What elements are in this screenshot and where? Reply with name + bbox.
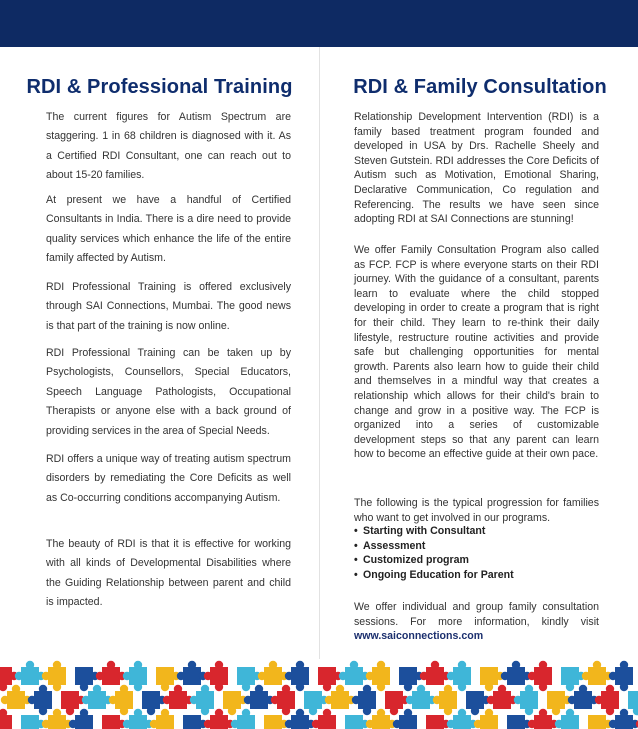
puzzle-piece-icon	[15, 661, 45, 685]
family-consultation-panel	[322, 47, 638, 659]
puzzle-piece-icon	[96, 661, 126, 685]
professional-training-panel	[0, 47, 320, 659]
progression-steps	[354, 524, 514, 582]
puzzle-piece-icon	[28, 685, 52, 715]
step-item: • Customized program	[354, 553, 514, 568]
puzzle-piece-icon	[420, 661, 450, 685]
training-paragraph-2: At present we have a handful of Certified Consultants in India. There is a dire need to provide quality services which enhance the life of the entire family affected by Autism.	[46, 194, 291, 265]
training-paragraph-4: RDI Professional Training can be taken up by Psychologists, Counsellors, Special Educators, Speech Language Pathologists, Occupational Therapists or anyone else with a back ground of providing services in the area of Special Needs.	[46, 347, 291, 437]
closing-text: We offer individual and group family consultation sessions. For more information, kindly visit	[354, 601, 599, 628]
puzzle-piece-icon	[501, 661, 531, 685]
consultation-paragraph-3: The following is the typical progression for families who want to get involved in our programs.	[354, 497, 599, 524]
puzzle-piece-icon	[595, 685, 619, 715]
puzzle-piece-icon	[426, 715, 450, 729]
puzzle-piece-icon	[0, 709, 12, 729]
step-item: • Assessment	[354, 539, 514, 554]
step-item: • Ongoing Education for Parent	[354, 568, 514, 583]
puzzle-piece-icon	[628, 691, 638, 715]
training-paragraph-1: The current figures for Autism Spectrum are staggering. 1 in 68 children is diagnosed with it. As a Certified RDI Consultant, one can reach out to about 15-20 families.	[46, 111, 291, 182]
top-banner	[0, 0, 638, 47]
puzzle-piece-icon	[264, 715, 288, 729]
puzzle-piece-icon	[433, 685, 457, 715]
puzzle-piece-icon	[190, 685, 214, 715]
puzzle-piece-icon	[102, 715, 126, 729]
puzzle-piece-icon	[271, 685, 295, 715]
puzzle-piece-icon	[352, 685, 376, 715]
puzzle-piece-icon	[177, 661, 207, 685]
consultation-paragraph-1: Relationship Development Intervention (RDI) is a family based treatment program founded and developed in USA by Drs. Rachelle Sheely and Steven Gutstein. RDI addresses the Core Deficits of Autism such as Motivation, Emotional Sharing, Declarative Communication, Co regulation and Referencing. The results we have seen since adopting RDI at SAI Connections are stunning!	[354, 111, 599, 226]
training-paragraph-6: The beauty of RDI is that it is effective for working with all kinds of Developmental Disabilities where the Guiding Relationship between parent and child is impacted.	[46, 538, 291, 609]
puzzle-piece-icon	[109, 685, 133, 715]
consultation-closing	[354, 600, 599, 644]
family-consultation-heading: RDI & Family Consultation	[353, 76, 607, 98]
puzzle-piece-icon	[507, 715, 531, 729]
website-link[interactable]: www.saiconnections.com	[354, 630, 484, 643]
puzzle-piece-icon	[183, 715, 207, 729]
puzzle-piece-icon	[258, 661, 288, 685]
professional-training-heading: RDI & Professional Training	[26, 76, 293, 98]
puzzle-border	[0, 659, 638, 729]
puzzle-piece-icon	[345, 715, 369, 729]
puzzle-piece-icon	[21, 715, 45, 729]
puzzle-piece-icon	[339, 661, 369, 685]
training-paragraph-5: RDI offers a unique way of treating autism spectrum disorders by remediating the Core Deficits as well as Co-occurring conditions accompanying Autism.	[46, 453, 291, 504]
puzzle-piece-icon	[582, 661, 612, 685]
puzzle-piece-icon	[514, 685, 538, 715]
consultation-paragraph-2: We offer Family Consultation Program also called as FCP. FCP is where everyone starts on their RDI journey. With the guidance of a consultant, parents learn to evaluate where the child stopped developing in order to create a program that is right for their child. They learn to re-think their daily lifestyle, restructure routine activities and provide safe but challenging opportunities for mental growth. Parents also learn how to guide their child and themselves in a mindful way that creates a relationship which allows for their child's brain to change and grow in a positive way. The FCP is organized into a series of customizable development steps so that any parent can learn how to become an effective guide at their own pace.	[354, 244, 599, 461]
step-item: • Starting with Consultant	[354, 524, 514, 539]
training-paragraph-3: RDI Professional Training is offered exclusively through SAI Connections, Mumbai. The good news is that part of the training is now online.	[46, 281, 291, 332]
puzzle-piece-icon	[588, 715, 612, 729]
